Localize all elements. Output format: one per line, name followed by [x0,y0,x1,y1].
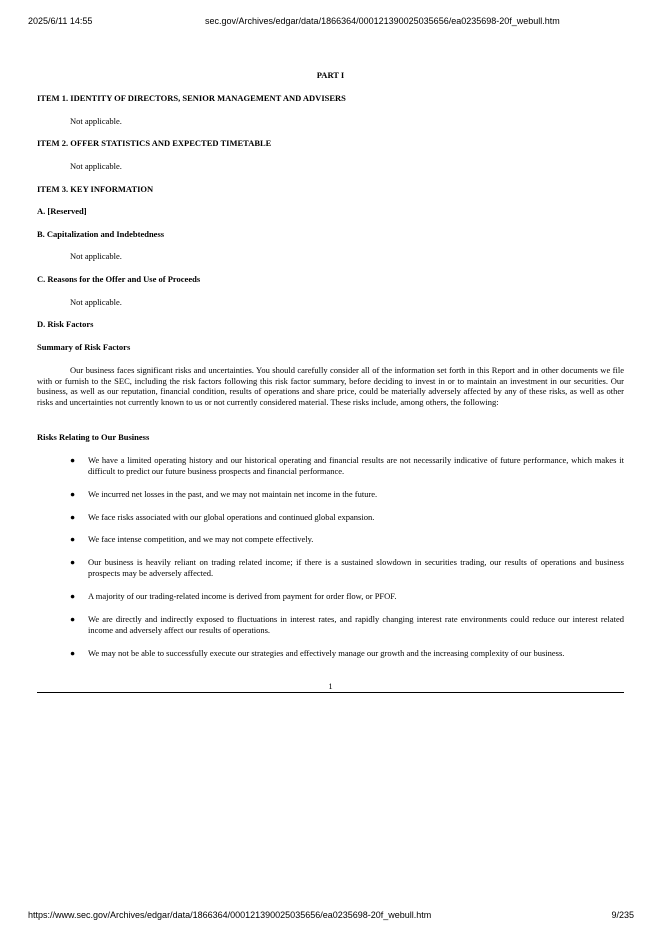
print-datetime: 2025/6/11 14:55 [28,16,93,26]
risks-heading: Risks Relating to Our Business [37,432,150,442]
bullet-icon: ● [70,557,76,567]
print-url: sec.gov/Archives/edgar/data/1866364/000121390025035656/ea0235698-20f_webull.htm [205,16,560,26]
risk-bullet-item [37,557,624,578]
bullet-icon: ● [70,455,76,465]
item1-heading: ITEM 1. IDENTITY OF DIRECTORS, SENIOR MANAGEMENT AND ADVISERS [37,93,346,103]
part-title: PART I [316,70,345,80]
item2-text: Not applicable. [70,161,122,171]
risk-bullet-text: A majority of our trading-related income is derived from payment for order flow, or PFOF. [88,591,397,601]
item1-text: Not applicable. [70,116,122,126]
section-a-heading: A. [Reserved] [37,206,87,216]
bullet-icon: ● [70,614,76,624]
summary-heading: Summary of Risk Factors [37,342,131,352]
risk-bullet-text: We incurred net losses in the past, and we may not maintain net income in the future. [88,489,378,499]
footer-page-indicator: 9/235 [611,910,634,920]
item3-heading: ITEM 3. KEY INFORMATION [37,184,154,194]
risk-bullet-text: We may not be able to successfully execute our strategies and effectively manage our growth and the increasing complexity of our business. [88,648,565,658]
risk-bullet-text: We are directly and indirectly exposed to fluctuations in interest rates, and rapidly changing interest rate environments could reduce our interest related income and adversely affect our results of operations. [88,614,624,635]
section-b-text: Not applicable. [70,251,122,261]
bullet-icon: ● [70,534,76,544]
footer-url: https://www.sec.gov/Archives/edgar/data/1866364/000121390025035656/ea0235698-20f_webull.htm [28,910,432,920]
section-c-heading: C. Reasons for the Offer and Use of Proceeds [37,274,201,284]
risk-bullet-text: We face intense competition, and we may not compete effectively. [88,534,314,544]
section-c-text: Not applicable. [70,297,122,307]
risk-bullet-item [37,614,624,635]
risk-bullet-item [37,648,624,659]
risk-bullet-item [37,512,624,523]
item2-heading: ITEM 2. OFFER STATISTICS AND EXPECTED TIMETABLE [37,138,272,148]
risk-bullet-text: Our business is heavily reliant on trading related income; if there is a sustained slowdown in securities trading, our results of operations and business prospects may be adversely affected. [88,557,624,578]
page-number: 1 [328,681,333,691]
bullet-icon: ● [70,512,76,522]
page-divider [37,692,624,693]
risk-bullet-item [37,489,624,500]
risk-bullet-item [37,455,624,476]
bullet-icon: ● [70,648,76,658]
risk-bullet-item [37,591,624,602]
risk-bullet-item [37,534,624,545]
summary-paragraph: Our business faces significant risks and uncertainties. You should carefully consider all of the information set forth in this Report and in other documents we file with or furnish to the SEC, including the risk factors following this risk factor summary, before deciding to invest in or to maintain an investment in our securities. Our business, as well as our reputation, financial condition, results of operations and share price, could be materially adversely affected by any of these risks, as well as other risks and uncertainties not currently known to us or not currently considered material. These risks include, among others, the following: [37,365,624,407]
bullet-icon: ● [70,489,76,499]
section-b-heading: B. Capitalization and Indebtedness [37,229,165,239]
risk-bullet-text: We have a limited operating history and our historical operating and financial results are not necessarily indicative of future performance, which makes it difficult to predict our future business prospects and financial performance. [88,455,624,476]
section-d-heading: D. Risk Factors [37,319,94,329]
risk-bullet-text: We face risks associated with our global operations and continued global expansion. [88,512,375,522]
bullet-icon: ● [70,591,76,601]
